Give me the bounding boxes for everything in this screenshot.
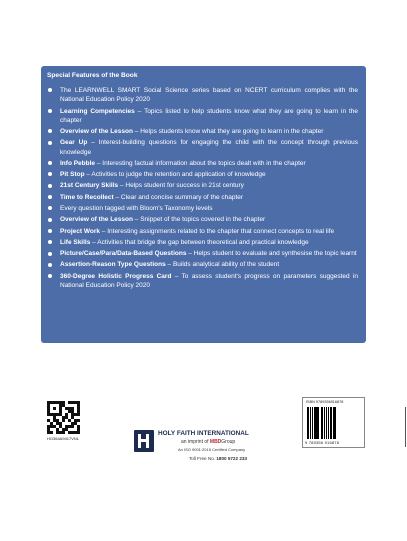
bullet-icon	[48, 240, 52, 244]
bullet-icon	[48, 274, 52, 278]
bullet-icon	[48, 252, 52, 256]
special-features-panel	[41, 66, 366, 343]
feature-item	[47, 181, 358, 190]
publisher-block	[134, 430, 274, 460]
feature-heading: 360-Degree Holistic Progress Card	[60, 272, 172, 280]
qr-block	[47, 401, 80, 447]
feature-text: – Topics listed to help students know what they are going to learn in the chapter	[60, 107, 358, 124]
feature-text: – Interesting assignments related to the chapter that connect concepts to real life	[99, 227, 335, 235]
publisher-iso: An ISO 9001:2015 Certified Company	[178, 447, 246, 452]
feature-text: – Snippet of the topics covered in the chapter	[132, 216, 266, 224]
feature-item	[47, 215, 358, 224]
feature-item	[47, 227, 358, 236]
feature-item	[47, 138, 358, 156]
bullet-icon	[48, 218, 52, 222]
publisher-name: HOLY FAITH INTERNATIONAL	[158, 430, 249, 437]
bullet-icon	[48, 229, 52, 233]
bullet-icon	[48, 195, 52, 199]
feature-text: – Clear and concise summary of the chapter	[113, 193, 244, 201]
publisher-tollfree: Toll Free No. 1800 5722 233	[189, 456, 247, 461]
bullet-icon	[48, 263, 52, 267]
bullet-icon	[48, 129, 52, 133]
publisher-imprint: an imprint of MBDGroup	[181, 439, 236, 445]
feature-text: The LEARNWELL SMART Social Science series based on NCERT curriculum complies with the National Education Policy 2020	[60, 87, 358, 104]
feature-heading: Info Pebble	[60, 159, 96, 167]
feature-text: Every question tagged with Bloom's Taxonomy levels	[60, 204, 213, 212]
feature-text: – Helps students know what they are going to learn in the chapter	[132, 128, 324, 135]
bullet-icon	[48, 88, 52, 92]
feature-item	[47, 170, 358, 179]
feature-heading: Gear Up	[60, 139, 88, 147]
barcode-block	[302, 397, 365, 448]
feature-item	[47, 260, 358, 269]
feature-item	[47, 238, 358, 247]
feature-text: – Activities to judge the retention and application of knowledge	[84, 171, 266, 179]
feature-heading: Picture/Case/Para/Data-Based Questions	[60, 250, 187, 258]
feature-heading: 21st Century Skills	[60, 182, 119, 190]
feature-item	[47, 272, 358, 290]
bullet-icon	[48, 184, 52, 188]
feature-item	[47, 193, 358, 202]
barcode-digits: 9 789356 916878	[305, 440, 340, 445]
feature-text: – Interesting factual information about the topics dealt with in the chapter	[95, 159, 306, 167]
feature-item	[47, 249, 358, 258]
barcode-icon	[307, 407, 362, 439]
isbn-text: ISBN 9789356916878	[306, 400, 344, 404]
feature-item	[47, 107, 358, 125]
hf-logo-icon	[134, 430, 154, 452]
feature-heading: Overview of the Lesson	[60, 128, 133, 135]
qr-code-text: HO364A9417VNL	[47, 436, 80, 441]
feature-text: – Helps student for success in 21st century	[118, 182, 244, 190]
feature-heading: Time to Recollect	[60, 193, 114, 201]
feature-heading: Project Work	[60, 227, 100, 235]
feature-item	[47, 204, 358, 213]
feature-text: – Builds analytical ability of the student	[165, 261, 280, 269]
feature-text: – Helps student to evaluate and synthesise the topic learnt	[186, 250, 357, 258]
bullet-icon	[48, 172, 52, 176]
feature-heading: Overview of the Lesson	[60, 216, 133, 224]
feature-heading: Learning Competencies	[60, 107, 135, 115]
feature-heading: Pit Stop	[60, 171, 85, 179]
feature-list	[47, 86, 358, 290]
bullet-icon	[48, 109, 52, 113]
feature-heading: Life Skills	[60, 238, 91, 246]
feature-text: – Interest-building questions for engaging the child with the concept through previous knowledge	[60, 139, 358, 156]
bullet-icon	[48, 141, 52, 145]
edge-divider	[405, 407, 406, 447]
feature-heading: Assertion-Reason Type Questions	[60, 261, 166, 269]
bullet-icon	[48, 206, 52, 210]
panel-title: Special Features of the Book	[47, 72, 138, 79]
bullet-icon	[48, 161, 52, 165]
feature-text: – Activities that bridge the gap between theoretical and practical knowledge	[90, 238, 309, 246]
feature-text: – To assess student's progress on parameters suggested in National Education Policy 2020	[60, 272, 358, 289]
feature-item	[47, 86, 358, 104]
qr-code-icon	[47, 401, 80, 434]
feature-item	[47, 159, 358, 168]
feature-item	[47, 127, 358, 136]
